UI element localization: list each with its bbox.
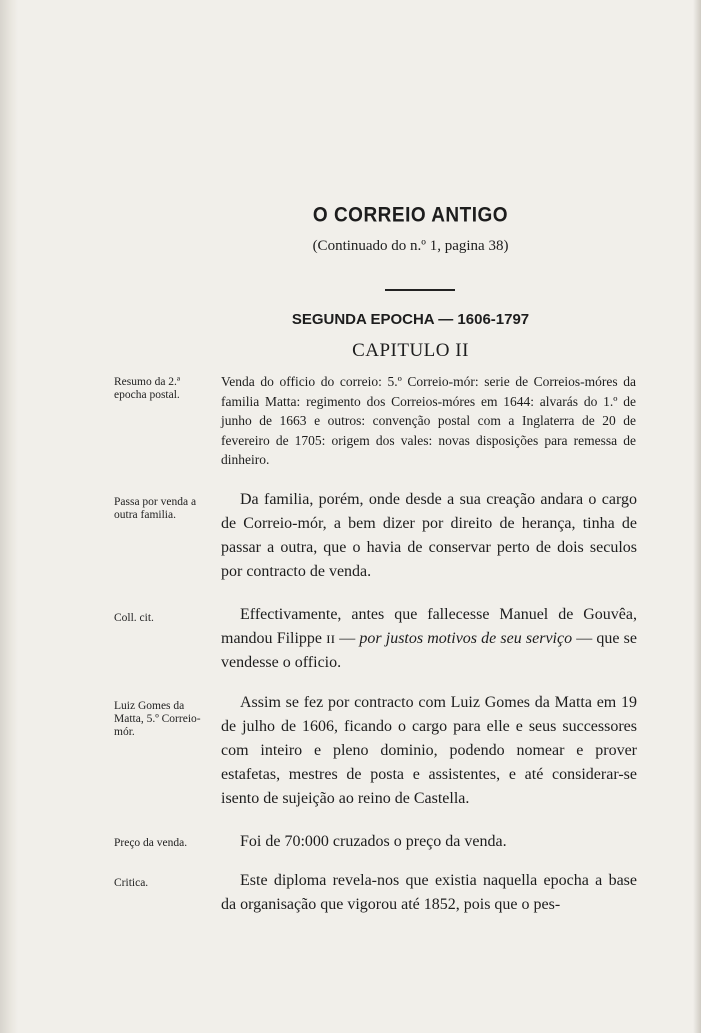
side-note-paragraph-5: Critica.: [114, 877, 149, 889]
paragraph-2-italic: por justos motivos de seu serviço: [359, 630, 573, 647]
title-divider: [385, 289, 455, 291]
paragraph-2-text-start: Effectivamente, antes que fallecesse Manuel de Gouvêa, mandou Filippe ɪɪ —: [221, 606, 637, 647]
paragraph-4: Foi de 70:000 cruzados o preço da venda.: [240, 833, 507, 850]
article-title: O CORREIO ANTIGO: [312, 203, 509, 227]
side-note-summary: Resumo da 2.ª epocha postal.: [114, 376, 181, 401]
paragraph-2-text-end: — que se vendesse o officio.: [221, 630, 637, 671]
side-note-paragraph-3: Luiz Gomes da Matta, 5.º Correio-mór.: [114, 700, 201, 738]
chapter-summary: Venda do officio do correio: 5.º Correio-mór: serie de Correios-móres da familia Matta: regimento dos Correios-móres em 1644: alvarás do 1.º de junho de 1663 e outros: convenção postal com a Inglaterra de 20 de fevereiro de 1705: origem dos vales: novas disposições para remessa de dinheiro.: [221, 374, 636, 467]
side-note-paragraph-4: Preço da venda.: [114, 837, 188, 849]
chapter-heading: CAPITULO II: [352, 340, 469, 361]
paragraph-3: Assim se fez por contracto com Luiz Gomes da Matta em 19 de julho de 1606, ficando o cargo para elle e seus successores com inteiro e pleno dominio, podendo nomear e prover estafetas, mestres de posta e assistentes, e até considerar-se isento de sujeição ao reino de Castella.: [221, 694, 637, 807]
article-subtitle: (Continuado do n.º 1, pagina 38): [312, 238, 509, 254]
paragraph-5: Este diploma revela-nos que existia naquella epocha a base da organisação que vigorou até 1852, pois que o pes-: [221, 872, 637, 913]
page-edge-left: [0, 0, 18, 1033]
page-edge-right: [693, 0, 701, 1033]
epoch-heading: SEGUNDA EPOCHA — 1606-1797: [291, 311, 530, 328]
side-note-paragraph-2: Coll. cit.: [114, 612, 154, 624]
paragraph-2: [221, 603, 637, 675]
side-note-paragraph-1: Passa por venda a outra familia.: [114, 496, 197, 521]
paragraph-1: Da familia, porém, onde desde a sua creação andara o cargo de Correio-mór, a bem dizer por direito de herança, tinha de passar a outra, que o havia de conservar perto de dois seculos por contracto de venda.: [221, 491, 637, 580]
